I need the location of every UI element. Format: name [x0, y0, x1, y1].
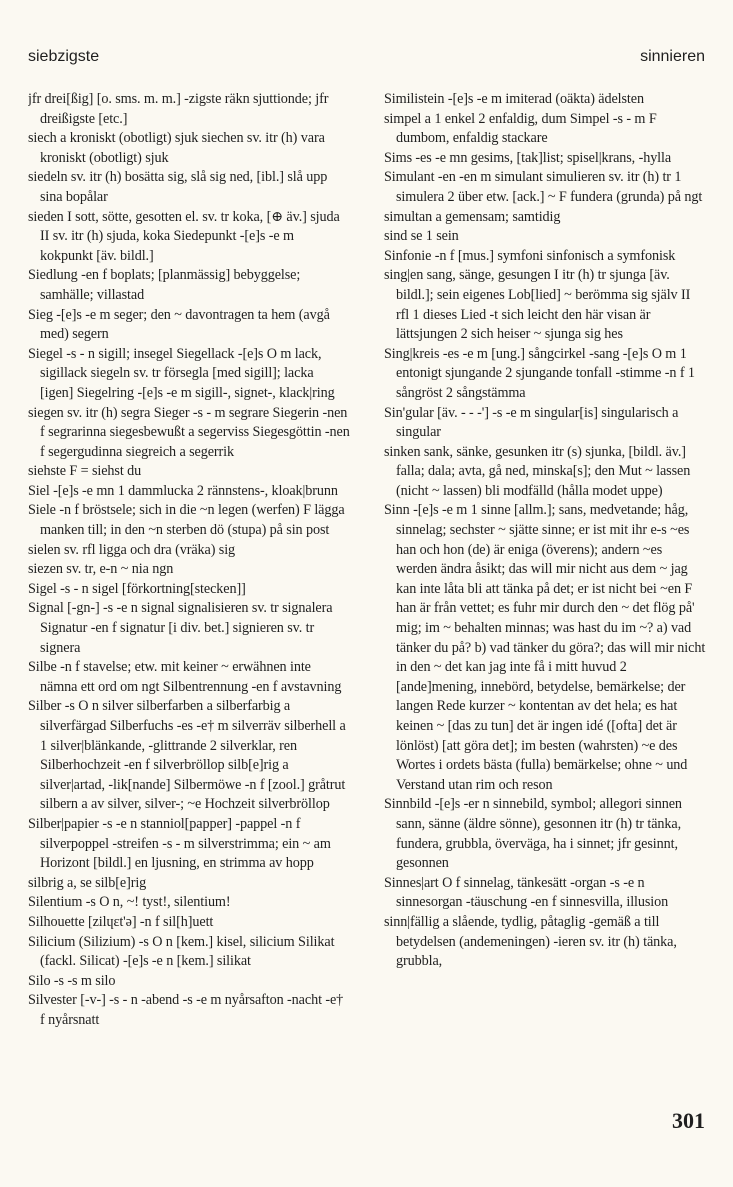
dictionary-entry: Simulant -en -en m simulant simulieren sv. itr (h) tr 1 simulera 2 über etw. [ack.] ~ F fundera (grunda) på ngt — [384, 169, 703, 205]
dictionary-entry: sing|en sang, sänge, gesungen I itr (h) tr sjunga [äv. bildl.]; sein eigenes Lob[lied] ~ berömma sig själv II rfl 1 dieses Lied -t sich leicht den här visan är lättsjungen 2 sich heiser ~ sjunga sig hes — [384, 267, 691, 343]
running-header — [28, 48, 705, 74]
dictionary-entry: simultan a gemensam; samtidig — [384, 208, 561, 225]
dictionary-entry: Silvester [-v-] -s - n -abend -s -e m nyårsafton -nacht -e† f nyårsnatt — [28, 992, 344, 1028]
dictionary-entry: siedeln sv. itr (h) bosätta sig, slå sig ned, [ibl.] slå upp sina bopålar — [28, 169, 328, 205]
dictionary-entry: Siele -n f bröstsele; sich in die ~n legen (werfen) F lägga manken till; in den ~n sterben dö (stupa) på sin post — [28, 502, 345, 539]
dictionary-entry: jfr drei[ßig] [o. sms. m. m.] -zigste räkn sjuttionde; jfr dreißigste [etc.] — [28, 91, 329, 127]
dictionary-entry: Silhouette [zilɥɛt'ə] -n f sil[h]uett — [28, 913, 214, 930]
dictionary-entry: siehste F = siehst du — [28, 463, 142, 480]
dictionary-entry: Similistein -[e]s -e m imiterad (oäkta) ädelsten — [384, 91, 644, 107]
dictionary-entry: Sigel -s - n sigel [förkortning[stecken]] — [28, 580, 246, 597]
dictionary-entry: Silicium (Silizium) -s O n [kem.] kisel, silicium Silikat (fackl. Silicat) -[e]s -e n [kem.] silikat — [28, 933, 335, 970]
dictionary-entry: Sing|kreis -es -e m [ung.] sångcirkel -sang -[e]s O m 1 entonigt sjungande 2 sjungande tonfall -stimme -n f 1 sångröst 2 sångstämma — [384, 345, 695, 401]
dictionary-entry: siech a kroniskt (obotligt) sjuk siechen sv. itr (h) vara kroniskt (obotligt) sjuk — [28, 130, 325, 166]
dictionary-entry: Silentium -s O n, ~! tyst!, silentium! — [28, 894, 231, 911]
dictionary-entry: Silber|papier -s -e n stanniol[papper] -pappel -n f silverpoppel -streifen -s - m silverstrimma; ein ~ am Horizont [bildl.] en ljusning, en strimma av hopp — [28, 815, 331, 872]
dictionary-entry: Sinnbild -[e]s -er n sinnebild, symbol; allegori sinnen sann, sänne (äldre sönne), gesonnen itr (h) tr tänka, fundera, grubbla, överväga, ha i sinnet; jfr gesinnt, gesonnen — [384, 796, 682, 872]
dictionary-entry: Sinn -[e]s -e m 1 sinne [allm.]; sans, medvetande; håg, sinnelag; sechster ~ sjätte sinne; er ist mit ihr e-s ~es han och hon (de) är eniga (överens); andern ~es werden ändra åsikt; das will mir nicht aus dem ~ jag kan inte låta bli att tänka på det; er ist nicht bei ~en F han är från vettet; es fuhr mir durch den ~ det flög på' mig; im ~ behalten minnas; was hast du im ~? a) vad tänker du på? b) vad tänker du göra?; das will mir nicht in den ~ det kan jag inte få i mitt huvud 2 [ande]mening, innebörd, betydelse, bemärkelse; der langen Rede kurzer ~ kontentan av det hela; es hat keinen ~ [das zu tun] det är ingen idé ([ofta] det är lönlöst) [att göra det]; im besten (wahrsten) ~e des Wortes i ordets bästa (fulla) bemärkelse; ohne ~ und Verstand utan rim och reson — [384, 502, 706, 793]
dictionary-entry: Signal [-gn-] -s -e n signal signalisieren sv. tr signalera Signatur -en f signatur [i div. bet.] signieren sv. tr signera — [28, 600, 333, 656]
dictionary-entry: Sinnes|art O f sinnelag, tänkesätt -organ -s -e n sinnesorgan -täuschung -en f sinnesvilla, illusion — [384, 874, 669, 911]
dictionary-entry: simpel a 1 enkel 2 enfaldig, dum Simpel -s - m F dumbom, enfaldig stackare — [384, 110, 657, 147]
dictionary-entry: Sieg -[e]s -e m seger; den ~ davontragen ta hem (avgå med) segern — [28, 306, 330, 343]
dictionary-entry: sinn|fällig a slående, tydlig, påtaglig -gemäß a till betydelsen (andemeningen) -ieren sv. itr (h) tänka, grubbla, — [384, 913, 677, 970]
dictionary-entry: sielen sv. rfl ligga och dra (vräka) sig — [28, 541, 236, 558]
dictionary-entry: siezen sv. tr, e-n ~ nia ngn — [28, 561, 174, 578]
dictionary-entry: Siel -[e]s -e mn 1 dammlucka 2 rännstens-, kloak|brunn — [28, 482, 338, 499]
dictionary-entry: Silbe -n f stavelse; etw. mit keiner ~ erwähnen inte nämna ett ord om ngt Silbentrennung -en f avstavning — [28, 659, 342, 695]
dictionary-entry: sinken sank, sänke, gesunken itr (s) sjunka, [bildl. äv.] falla; dala; avta, gå ned, minska[s]; den Mut ~ lassen (nicht ~ lassen) bli modfälld (hålla modet uppe) — [384, 443, 691, 499]
dictionary-entry: Silber -s O n silver silberfarben a silberfarbig a silverfärgad Silberfuchs -es -e† m silverräv silberhell a 1 silver|blänkande, -glittrande 2 silverklar, ren Silberhochzeit -en f silverbröllop silb[e]rig a silver|artad, -lik[nande] Silbermöwe -n f [zool.] gråtrut silbern a av silver, silver-; ~e Hochzeit silverbröllop — [28, 698, 346, 813]
dictionary-entry: Sinfonie -n f [mus.] symfoni sinfonisch a symfonisk — [384, 247, 676, 264]
header-last-word: sinnieren — [640, 48, 705, 65]
dictionary-entry: Sims -es -e mn gesims, [tak]list; spisel|krans, -hylla — [384, 149, 672, 166]
dictionary-entry: sieden I sott, sötte, gesotten el. sv. tr koka, [⊕ äv.] sjuda II sv. itr (h) sjuda, koka Siedepunkt -[e]s -e m kokpunkt [äv. bildl.] — [28, 208, 340, 264]
dictionary-entry: Siedlung -en f boplats; [planmässig] bebyggelse; samhälle; villastad — [28, 267, 301, 303]
dictionary-entry: siegen sv. itr (h) segra Sieger -s - m segrare Siegerin -nen f segrarinna siegesbewußt a segerviss Siegesgöttin -nen f segergudinna siegreich a segerrik — [28, 404, 350, 460]
dictionary-entry: Silo -s -s m silo — [28, 972, 116, 989]
page-number: 301 — [672, 1108, 705, 1133]
dictionary-entry: Sin'gular [äv. - - -'] -s -e m singular[is] singularisch a singular — [384, 404, 679, 441]
dictionary-entry: sind se 1 sein — [384, 228, 459, 245]
dictionary-entry: Siegel -s - n sigill; insegel Siegellack -[e]s O m lack, sigillack siegeln sv. tr försegla [med sigill]; lacka [igen] Siegelring -[e]s -e m sigill-, signet-, klack|ring — [28, 345, 335, 401]
header-first-word: siebzigste — [28, 48, 100, 65]
right-column — [384, 90, 706, 1090]
dictionary-entry: silbrig a, se silb[e]rig — [28, 874, 147, 891]
left-column — [28, 90, 350, 1090]
